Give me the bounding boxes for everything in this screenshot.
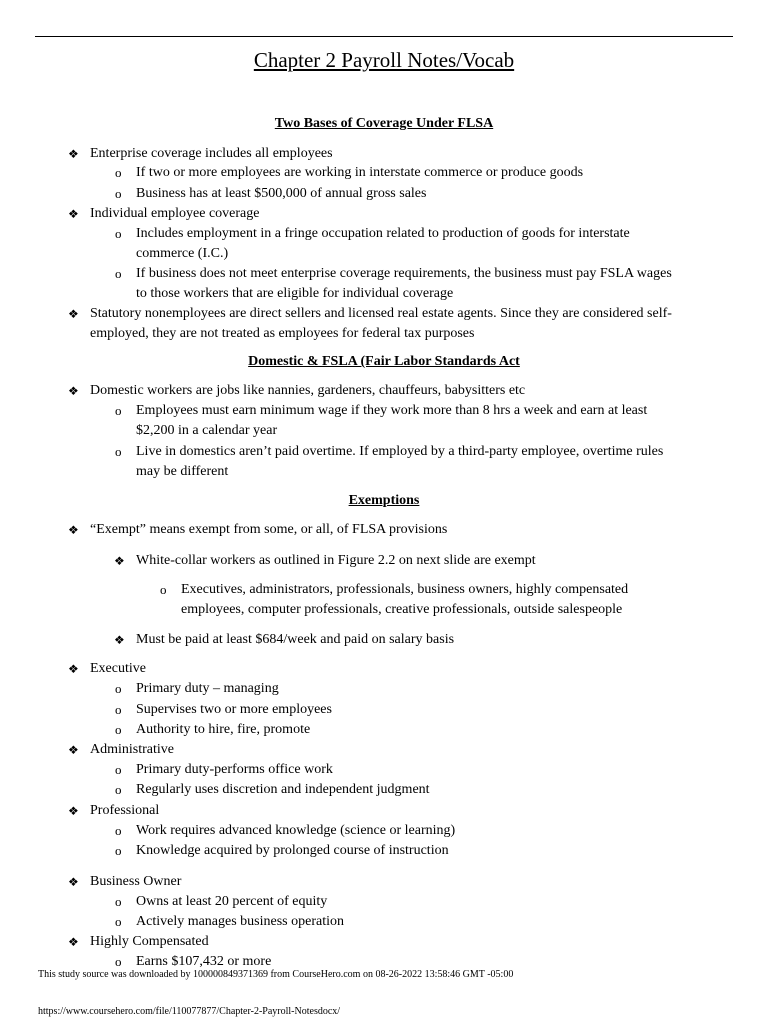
list-item: Business Owner xyxy=(90,874,182,889)
circle-bullet: o xyxy=(160,582,167,597)
list-item: Work requires advanced knowledge (science or learning) xyxy=(136,823,456,838)
section-heading-domestic: Domestic & FSLA (Fair Labor Standards Act xyxy=(248,354,520,369)
list-item-continuation: $2,200 in a calendar year xyxy=(136,423,278,438)
diamond-bullet: ❖ xyxy=(68,875,79,889)
diamond-bullet: ❖ xyxy=(68,384,79,398)
document-title: Chapter 2 Payroll Notes/Vocab xyxy=(253,48,515,72)
section-heading-coverage: Two Bases of Coverage Under FLSA xyxy=(274,116,494,131)
list-item: Primary duty – managing xyxy=(136,681,279,696)
list-item: Must be paid at least $684/week and paid on salary basis xyxy=(136,632,455,647)
section-heading-exemptions: Exemptions xyxy=(348,493,420,508)
list-item: Earns $107,432 or more xyxy=(136,954,272,969)
list-item: Regularly uses discretion and independent judgment xyxy=(136,782,430,797)
list-item: Highly Compensated xyxy=(90,934,209,949)
diamond-bullet: ❖ xyxy=(68,307,79,321)
download-source-note: This study source was downloaded by 100000849371369 from CourseHero.com on 08-26-2022 13:58:46 GMT -05:00 xyxy=(38,969,514,980)
diamond-bullet: ❖ xyxy=(114,554,125,568)
diamond-bullet: ❖ xyxy=(68,935,79,949)
circle-bullet: o xyxy=(115,702,122,717)
circle-bullet: o xyxy=(115,762,122,777)
diamond-bullet: ❖ xyxy=(68,743,79,757)
circle-bullet: o xyxy=(115,165,122,180)
list-item: Professional xyxy=(90,803,160,818)
circle-bullet: o xyxy=(115,403,122,418)
circle-bullet: o xyxy=(115,782,122,797)
diamond-bullet: ❖ xyxy=(68,662,79,676)
diamond-bullet: ❖ xyxy=(68,207,79,221)
diamond-bullet: ❖ xyxy=(68,523,79,537)
circle-bullet: o xyxy=(115,226,122,241)
list-item: Live in domestics aren’t paid overtime. If employed by a third-party employee, overtime rules xyxy=(136,444,664,459)
top-rule xyxy=(35,36,733,37)
circle-bullet: o xyxy=(115,444,122,459)
list-item: Knowledge acquired by prolonged course of instruction xyxy=(136,843,449,858)
list-item: Administrative xyxy=(90,742,174,757)
circle-bullet: o xyxy=(115,681,122,696)
diamond-bullet: ❖ xyxy=(68,147,79,161)
circle-bullet: o xyxy=(115,954,122,969)
list-item: Supervises two or more employees xyxy=(136,702,332,717)
diamond-bullet: ❖ xyxy=(114,633,125,647)
circle-bullet: o xyxy=(115,722,122,737)
list-item: If two or more employees are working in interstate commerce or produce goods xyxy=(136,165,584,180)
circle-bullet: o xyxy=(115,266,122,281)
list-item: Domestic workers are jobs like nannies, gardeners, chauffeurs, babysitters etc xyxy=(90,383,526,398)
diamond-bullet: ❖ xyxy=(68,804,79,818)
circle-bullet: o xyxy=(115,894,122,909)
source-url[interactable]: https://www.coursehero.com/file/110077877/Chapter-2-Payroll-Notesdocx/ xyxy=(38,1006,341,1017)
list-item: Enterprise coverage includes all employees xyxy=(90,146,333,161)
circle-bullet: o xyxy=(115,914,122,929)
list-item-continuation: employees, computer professionals, creative professionals, outside salespeople xyxy=(181,602,623,617)
list-item: Executives, administrators, professionals, business owners, highly compensated xyxy=(181,582,629,597)
list-item: Executive xyxy=(90,661,146,676)
list-item: Individual employee coverage xyxy=(90,206,260,221)
list-item-continuation: may be different xyxy=(136,464,229,479)
list-item: Primary duty-performs office work xyxy=(136,762,333,777)
list-item: Actively manages business operation xyxy=(136,914,345,929)
circle-bullet: o xyxy=(115,186,122,201)
list-item: Owns at least 20 percent of equity xyxy=(136,894,328,909)
list-item: White-collar workers as outlined in Figure 2.2 on next slide are exempt xyxy=(136,553,536,568)
list-item: If business does not meet enterprise coverage requirements, the business must pay FSLA wages xyxy=(136,266,672,281)
list-item: Includes employment in a fringe occupation related to production of goods for interstate xyxy=(136,226,630,241)
list-item-continuation: to those workers that are eligible for individual coverage xyxy=(136,286,454,301)
list-item-continuation: commerce (I.C.) xyxy=(136,246,229,261)
circle-bullet: o xyxy=(115,843,122,858)
list-item: Business has at least $500,000 of annual gross sales xyxy=(136,186,427,201)
list-item-continuation: employed, they are not treated as employees for federal tax purposes xyxy=(90,326,475,341)
list-item: Authority to hire, fire, promote xyxy=(136,722,311,737)
list-item: “Exempt” means exempt from some, or all, of FLSA provisions xyxy=(90,522,448,537)
list-item: Statutory nonemployees are direct sellers and licensed real estate agents. Since they are considered self- xyxy=(90,306,672,321)
list-item: Employees must earn minimum wage if they work more than 8 hrs a week and earn at least xyxy=(136,403,648,418)
circle-bullet: o xyxy=(115,823,122,838)
